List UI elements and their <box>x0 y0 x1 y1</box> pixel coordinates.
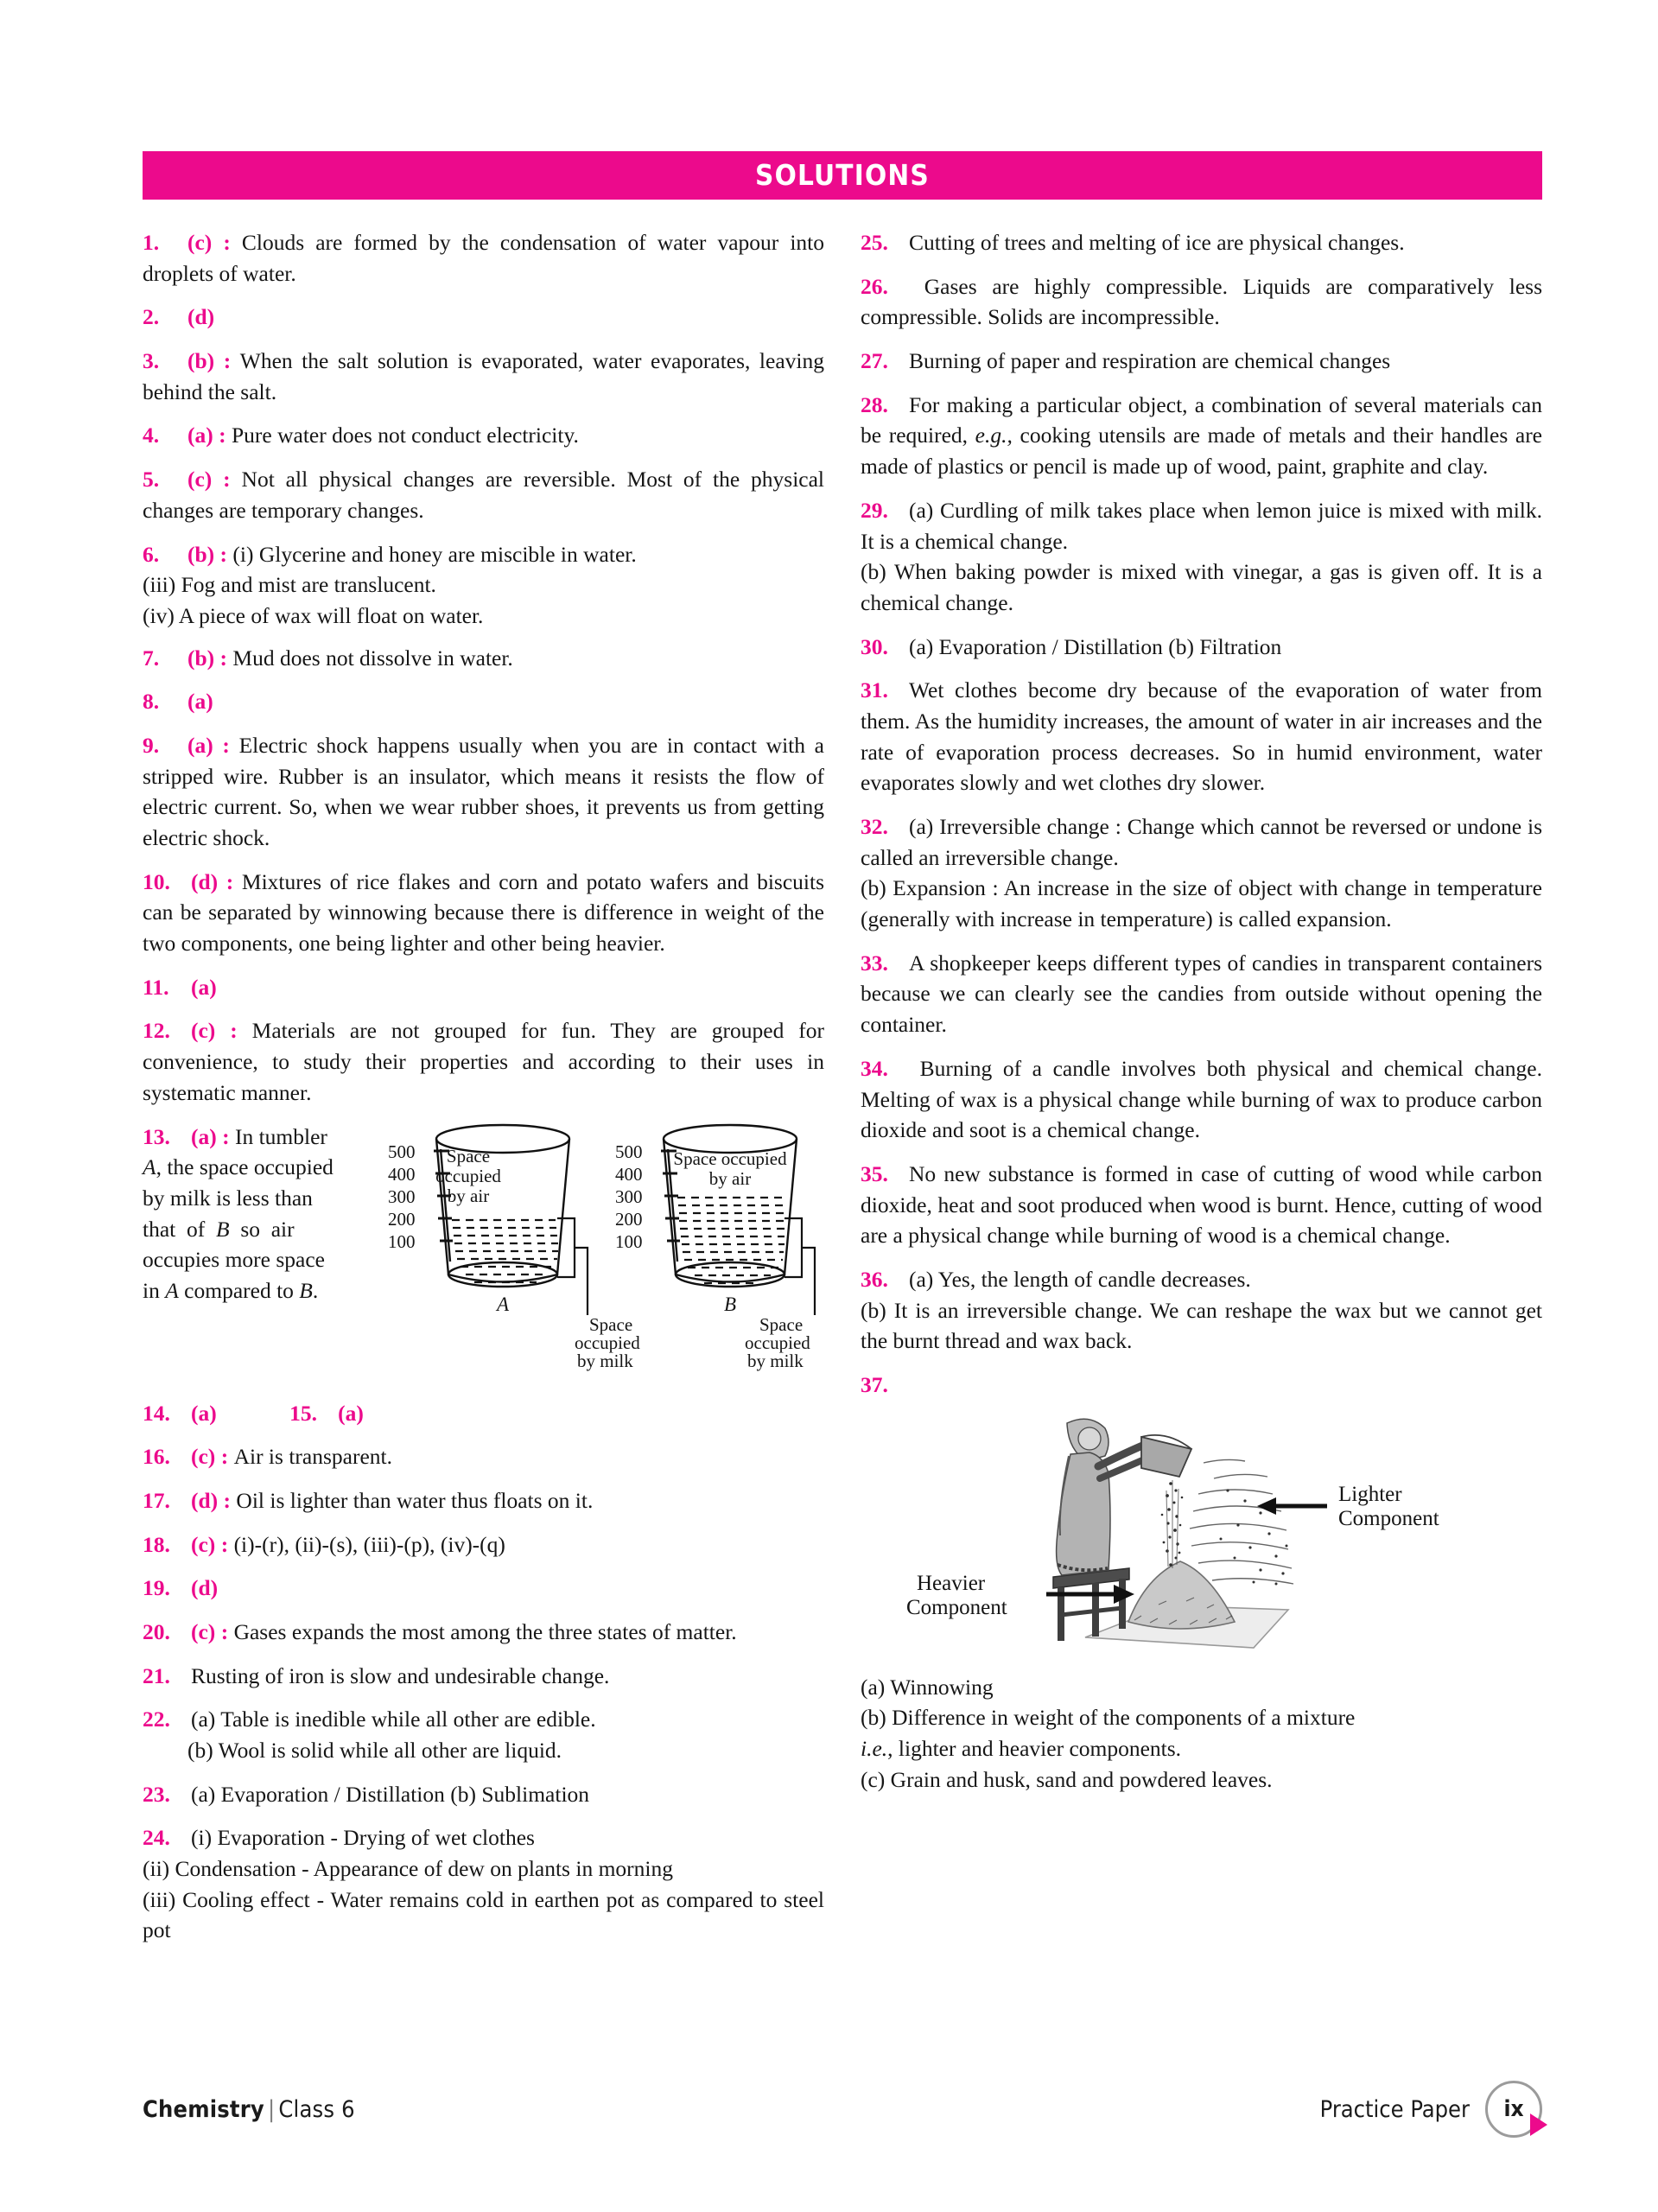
answer-6 <box>143 539 824 632</box>
answer-text: Pure water does not conduct electricity. <box>231 423 579 448</box>
answer-number: 10. <box>143 868 170 894</box>
answer-12 <box>143 1015 824 1108</box>
answer-option: (c) <box>187 230 213 255</box>
answer-separator: : <box>218 868 242 894</box>
arrow-lighter-component <box>1257 1497 1327 1515</box>
answer-number-15: 15. <box>289 1400 317 1426</box>
tumblers-svg <box>369 1123 824 1382</box>
answer-37-parts <box>861 1672 1542 1796</box>
answer-17 <box>143 1485 824 1516</box>
answer-text: Cutting of trees and melting of ice are physical changes. <box>909 230 1405 255</box>
answer-separator: : <box>215 1618 234 1644</box>
caption-byair-b: by air <box>708 1167 752 1189</box>
answer-number: 29. <box>861 497 888 523</box>
tick-100-a: 100 <box>388 1230 416 1252</box>
answer-number: 3. <box>143 348 160 374</box>
answer-number: 9. <box>143 732 160 758</box>
label-lighter-2: Component <box>1337 1506 1439 1530</box>
answer-option: (c) <box>191 1531 216 1557</box>
answer-36-b: (b) It is an irreversible change. We can reshape the wax but we cannot get the burnt thread and wax back. <box>861 1297 1542 1354</box>
answer-text: Wet clothes become dry because of the evaporation of water from them. As the humidity increases, the amount of water in air increases and the rate of evaporation process decreases. So in humid environment, water evaporates slowly and wet clothes dry slower. <box>861 677 1542 796</box>
answer-number: 19. <box>143 1575 170 1601</box>
tick-400-a: 400 <box>388 1163 416 1185</box>
tick-100-b: 100 <box>615 1230 643 1252</box>
answer-option: (a) <box>187 423 213 448</box>
answer-option: (a) <box>191 974 217 1000</box>
answer-number: 25. <box>861 230 888 255</box>
footer-right-group <box>1320 2081 1542 2138</box>
answer-28-part1: For making a particular object, a combination of several materials can be required, <box>861 391 1542 448</box>
answer-option: (d) <box>191 868 219 894</box>
answer-separator: : <box>213 423 232 448</box>
winnowing-svg <box>882 1404 1521 1663</box>
answer-number: 24. <box>143 1825 170 1851</box>
answer-text: Electric shock happens usually when you are in contact with a stripped wire. Rubber is an insulator, which means it resists the flow of electric current. So, when we wear rubber shoes, it prevents us from getting electric shock. <box>143 732 824 850</box>
tick-500-b: 500 <box>615 1141 643 1162</box>
answer-number: 34. <box>861 1055 888 1081</box>
tick-300-b: 300 <box>615 1185 643 1207</box>
answer-text: Gases are highly compressible. Liquids are comparatively less compressible. Solids are incompressible. <box>861 273 1542 330</box>
answer-16 <box>143 1441 824 1472</box>
answer-6-subline-iv: (iv) A piece of wax will float on water. <box>143 602 484 628</box>
two-column-body <box>143 227 1542 1959</box>
answer-option: (b) <box>187 645 215 671</box>
answer-separator: : <box>214 645 233 671</box>
right-column <box>861 227 1542 1959</box>
answer-29-b: (b) When baking powder is mixed with vinegar, a gas is given off. It is a chemical change. <box>861 559 1542 615</box>
caption-occupied-a: occupied <box>435 1165 501 1186</box>
answer-option-14: (a) <box>191 1400 217 1426</box>
answer-text: (a) Evaporation / Distillation (b) Filtration <box>909 633 1282 659</box>
answer-24 <box>143 1822 824 1946</box>
answer-option-15: (a) <box>338 1400 364 1426</box>
answer-number: 2. <box>143 304 160 330</box>
answer-text: (i)-(r), (ii)-(s), (iii)-(p), (iv)-(q) <box>233 1531 505 1557</box>
answer-23 <box>143 1779 824 1810</box>
answer-11 <box>143 972 824 1003</box>
answer-13-block <box>143 1122 824 1371</box>
answer-number: 6. <box>143 541 160 567</box>
answer-27 <box>861 346 1542 377</box>
tick-200-b: 200 <box>615 1208 643 1230</box>
page-title-banner: SOLUTIONS <box>143 151 1542 200</box>
answer-2 <box>143 302 824 333</box>
answer-37-b-part2: , lighter and heavier components. <box>887 1736 1182 1762</box>
answer-option: (a) <box>187 732 213 758</box>
answer-text: Gases expands the most among the three states of matter. <box>233 1618 737 1644</box>
answer-text: Materials are not grouped for fun. They are grouped for convenience, to study their properties and according to their uses in systematic manner. <box>143 1018 824 1105</box>
tick-300-a: 300 <box>388 1185 416 1207</box>
answer-text: (a) Evaporation / Distillation (b) Sublimation <box>191 1781 590 1807</box>
answer-number: 23. <box>143 1781 170 1807</box>
answer-number: 13. <box>143 1123 170 1149</box>
caption-byair-a: by air <box>447 1185 490 1206</box>
caption-space-milk-b-2: occupied <box>745 1332 810 1353</box>
caption-space-milk-b-3: by milk <box>747 1350 804 1371</box>
answer-number: 32. <box>861 814 888 839</box>
answer-text: No new substance is formed in case of cutting of wood while carbon dioxide, heat and soot produced when wood is burnt. Hence, cutting of wood are a physical change while burning of wood is a chemical change. <box>861 1160 1542 1249</box>
answer-1 <box>143 227 824 289</box>
answer-text: Burning of paper and respiration are chemical changes <box>909 348 1391 374</box>
answer-separator: : <box>216 1123 235 1149</box>
answer-separator: : <box>215 1531 234 1557</box>
answer-34 <box>861 1053 1542 1146</box>
answer-13-line2-rest: , the space occupied <box>156 1154 334 1180</box>
answer-text: Air is transparent. <box>233 1444 392 1470</box>
footer-subject-class <box>143 2096 355 2123</box>
answer-option: (c) <box>191 1018 216 1044</box>
answer-21 <box>143 1661 824 1692</box>
answer-31 <box>861 675 1542 798</box>
answer-number: 12. <box>143 1018 170 1044</box>
answer-number: 22. <box>143 1707 170 1732</box>
answer-24-iii: (iii) Cooling effect - Water remains cold in earthen pot as compared to steel pot <box>143 1886 824 1943</box>
answer-19 <box>143 1573 824 1604</box>
answer-37-a: (a) Winnowing <box>861 1674 994 1700</box>
answer-number: 20. <box>143 1618 170 1644</box>
caption-space-occupied-b: Space occupied <box>673 1147 787 1169</box>
answer-28-part2: cooking utensils are made of metals and their handles are made of plastics or pencil is made up of wood, paint, graphite and clay. <box>861 423 1542 480</box>
answer-32 <box>861 811 1542 935</box>
answer-13-line6: in A compared to B. <box>143 1277 319 1303</box>
answer-option: (c) <box>191 1618 216 1644</box>
label-tumbler-b: B <box>723 1293 737 1315</box>
answer-separator: : <box>214 348 240 374</box>
answer-number: 36. <box>861 1266 888 1292</box>
answer-number: 30. <box>861 633 888 659</box>
answer-separator: : <box>213 732 239 758</box>
footer-doc-type: Practice Paper <box>1319 2095 1470 2123</box>
answer-37-c: (c) Grain and husk, sand and powdered leaves. <box>861 1766 1273 1792</box>
tick-400-b: 400 <box>615 1163 643 1185</box>
answer-13-line3: by milk is less than <box>143 1185 313 1211</box>
answer-number: 5. <box>143 467 160 493</box>
answer-option: (c) <box>187 467 213 493</box>
answer-text: Oil is lighter than water thus floats on it. <box>236 1487 594 1513</box>
triangle-marker-icon <box>1530 2113 1547 2136</box>
answer-8 <box>143 686 824 717</box>
answer-number: 17. <box>143 1487 170 1513</box>
answer-9 <box>143 730 824 854</box>
label-heavier-1: Heavier <box>916 1571 985 1595</box>
answer-number: 16. <box>143 1444 170 1470</box>
answer-4 <box>143 420 824 451</box>
page-number-badge <box>1485 2081 1542 2138</box>
caption-space-milk-b-1: Space <box>759 1313 804 1335</box>
answer-text: A shopkeeper keeps different types of candies in transparent containers because we can clearly see the candies from outside without opening the container. <box>861 950 1542 1038</box>
answer-number: 18. <box>143 1531 170 1557</box>
answer-number: 11. <box>143 974 169 1000</box>
page-number: ix <box>1503 2096 1524 2122</box>
answer-36 <box>861 1264 1542 1357</box>
answer-24-ii: (ii) Condensation - Appearance of dew on plants in morning <box>143 1856 673 1882</box>
label-lighter-1: Lighter <box>1337 1482 1402 1506</box>
answer-35 <box>861 1159 1542 1251</box>
winnowing-figure <box>861 1404 1542 1663</box>
answer-number-14: 14. <box>143 1400 170 1426</box>
answer-13-line4: that of B so air <box>143 1216 295 1242</box>
caption-space-milk-a-3: by milk <box>577 1350 633 1371</box>
answer-36-a: (a) Yes, the length of candle decreases. <box>909 1266 1251 1292</box>
answer-number: 8. <box>143 689 160 715</box>
answer-22 <box>143 1704 824 1765</box>
answer-22-b: (b) Wool is solid while all other are liquid. <box>187 1738 562 1763</box>
answer-text: In tumbler <box>234 1123 327 1149</box>
answer-text: Burning of a candle involves both physical and chemical change. Melting of wax is a physical change while burning of wax to produce carbon dioxide and soot is a chemical change. <box>861 1055 1542 1143</box>
answer-number: 33. <box>861 950 888 976</box>
answer-separator: : <box>218 1487 237 1513</box>
answer-option: (d) <box>187 304 215 330</box>
tumblers-figure <box>369 1123 824 1382</box>
answer-option: (a) <box>187 689 213 715</box>
answer-number: 37. <box>861 1372 888 1397</box>
answer-separator: : <box>212 467 242 493</box>
answer-option: (c) <box>191 1444 216 1470</box>
answer-option: (b) <box>187 541 215 567</box>
answer-number: 35. <box>861 1160 888 1186</box>
answer-29-a: (a) Curdling of milk takes place when lemon juice is mixed with milk. It is a chemical change. <box>861 497 1542 554</box>
footer-class: Class 6 <box>278 2095 355 2123</box>
answer-number: 28. <box>861 391 888 417</box>
tick-500-a: 500 <box>388 1141 416 1162</box>
answer-6-subline-iii: (iii) Fog and mist are translucent. <box>143 572 436 598</box>
answer-option: (d) <box>191 1575 219 1601</box>
answer-5 <box>143 464 824 525</box>
answer-25 <box>861 227 1542 258</box>
answer-13-line2: A, the space occupied <box>143 1154 334 1180</box>
answer-29 <box>861 495 1542 619</box>
answer-option: (b) <box>187 348 215 374</box>
answer-26 <box>861 271 1542 333</box>
answer-10 <box>143 867 824 959</box>
answer-number: 1. <box>143 230 160 255</box>
page-footer <box>143 2081 1542 2138</box>
page-content <box>143 151 1542 1959</box>
answer-24-i: (i) Evaporation - Drying of wet clothes <box>191 1825 535 1851</box>
answer-text: Not all physical changes are reversible. Most of the physical changes are temporary changes. <box>143 467 825 523</box>
answer-37-number <box>861 1370 1542 1401</box>
answer-32-a: (a) Irreversible change : Change which cannot be reversed or undone is called an irreversible change. <box>861 814 1542 870</box>
tick-200-a: 200 <box>388 1208 416 1230</box>
answer-32-b: (b) Expansion : An increase in the size of object with change in temperature (generally with increase in temperature) is called expansion. <box>861 875 1542 932</box>
answer-separator: : <box>215 1444 234 1470</box>
answer-number: 21. <box>143 1662 170 1688</box>
answer-number: 26. <box>861 273 888 299</box>
answer-separator: : <box>215 1018 252 1044</box>
caption-space-milk-a-2: occupied <box>575 1332 640 1353</box>
answer-28 <box>861 390 1542 482</box>
answer-separator: : <box>214 541 233 567</box>
left-column <box>143 227 824 1959</box>
caption-space-a: Space <box>446 1145 491 1166</box>
caption-space-milk-a-1: Space <box>589 1313 633 1335</box>
answer-28-italic: e.g., <box>975 423 1013 448</box>
answer-number: 31. <box>861 677 888 703</box>
answer-text: (i) Glycerine and honey are miscible in water. <box>232 541 637 567</box>
answer-text: When the salt solution is evaporated, water evaporates, leaving behind the salt. <box>143 348 824 404</box>
answer-text: Mud does not dissolve in water. <box>232 645 513 671</box>
footer-separator: | <box>267 2095 276 2123</box>
answer-37-b-part1: (b) Difference in weight of the components of a mixture <box>861 1705 1356 1731</box>
answer-22-a: (a) Table is inedible while all other are edible. <box>191 1707 596 1732</box>
answer-number: 7. <box>143 645 160 671</box>
answer-text: Rusting of iron is slow and undesirable change. <box>191 1662 610 1688</box>
answer-20 <box>143 1617 824 1648</box>
label-tumbler-a: A <box>496 1293 510 1315</box>
answer-13-line5: occupies more space <box>143 1247 325 1273</box>
label-heavier-2: Component <box>905 1595 1007 1619</box>
footer-subject: Chemistry <box>143 2095 264 2123</box>
answer-37-b-italic: i.e. <box>861 1736 888 1762</box>
answer-separator: : <box>212 230 242 255</box>
answer-7 <box>143 643 824 674</box>
answer-number: 4. <box>143 423 160 448</box>
answer-text: Mixtures of rice flakes and corn and potato wafers and biscuits can be separated by winnowing because there is difference in weight of the two components, one being lighter and other being heavier. <box>143 868 824 957</box>
answer-3 <box>143 346 824 407</box>
answer-14-15 <box>143 1398 824 1429</box>
answer-18 <box>143 1529 824 1560</box>
answer-33 <box>861 948 1542 1040</box>
answer-text: Clouds are formed by the condensation of water vapour into droplets of water. <box>143 230 824 286</box>
answer-option: (d) <box>191 1487 219 1513</box>
answer-option: (a) <box>191 1123 217 1149</box>
answer-30 <box>861 632 1542 663</box>
answer-number: 27. <box>861 348 888 374</box>
